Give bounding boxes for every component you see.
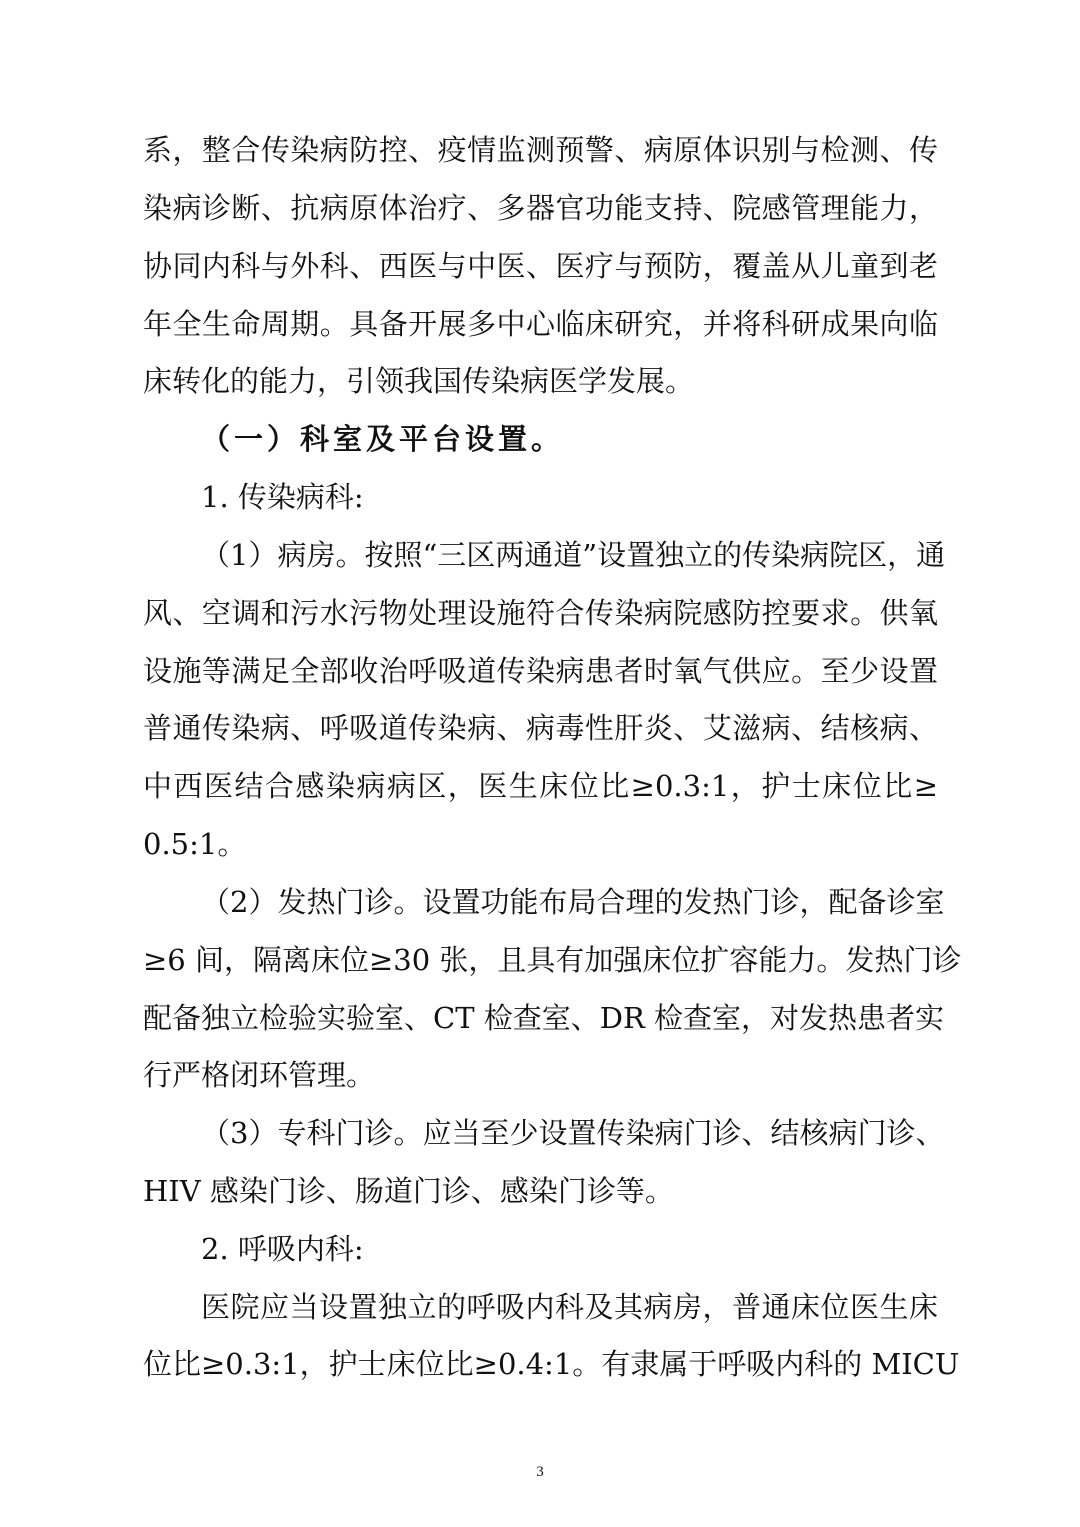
body-text-line: 协同内科与外科、西医与中医、医疗与预防，覆盖从儿童到老 xyxy=(143,249,938,283)
body-text-line: 风、空调和污水污物处理设施符合传染病院感防控要求。供氧 xyxy=(143,596,938,630)
section-heading: （一）科室及平台设置。 xyxy=(201,422,565,456)
body-text-line: 位比≥0.3:1，护士床位比≥0.4:1。有隶属于呼吸内科的 MICU xyxy=(143,1347,960,1381)
body-text-line: （2）发热门诊。设置功能布局合理的发热门诊，配备诊室 xyxy=(201,885,945,919)
body-text-line: HIV 感染门诊、肠道门诊、感染门诊等。 xyxy=(143,1174,674,1208)
body-text-line: 医院应当设置独立的呼吸内科及其病房，普通床位医生床 xyxy=(201,1290,938,1324)
body-text-line: ≥6 间，隔离床位≥30 张，且具有加强床位扩容能力。发热门诊 xyxy=(143,943,962,977)
body-text-line: 行严格闭环管理。 xyxy=(143,1058,376,1092)
body-text-line: 年全生命周期。具备开展多中心临床研究，并将科研成果向临 xyxy=(143,307,938,341)
subsection-heading: 2. 呼吸内科: xyxy=(201,1232,364,1266)
body-text-line: 中西医结合感染病病区，医生床位比≥0.3:1，护士床位比≥ xyxy=(143,769,938,803)
body-text-line: 0.5:1。 xyxy=(143,827,247,861)
page-number: 3 xyxy=(536,1464,544,1480)
body-text-line: 染病诊断、抗病原体治疗、多器官功能支持、院感管理能力， xyxy=(143,191,938,225)
subsection-heading: 1. 传染病科: xyxy=(201,480,364,514)
body-text-line: 床转化的能力，引领我国传染病医学发展。 xyxy=(143,364,695,398)
body-text-line: 配备独立检验实验室、CT 检查室、DR 检查室，对发热患者实 xyxy=(143,1001,945,1035)
body-text-line: （3）专科门诊。应当至少设置传染病门诊、结核病门诊、 xyxy=(201,1116,945,1150)
body-text-line: 系，整合传染病防控、疫情监测预警、病原体识别与检测、传 xyxy=(143,133,938,167)
body-text-line: （1）病房。按照“三区两通道”设置独立的传染病院区，通 xyxy=(201,538,946,572)
body-text-line: 设施等满足全部收治呼吸道传染病患者时氧气供应。至少设置 xyxy=(143,654,938,688)
body-text-line: 普通传染病、呼吸道传染病、病毒性肝炎、艾滋病、结核病、 xyxy=(143,711,938,745)
